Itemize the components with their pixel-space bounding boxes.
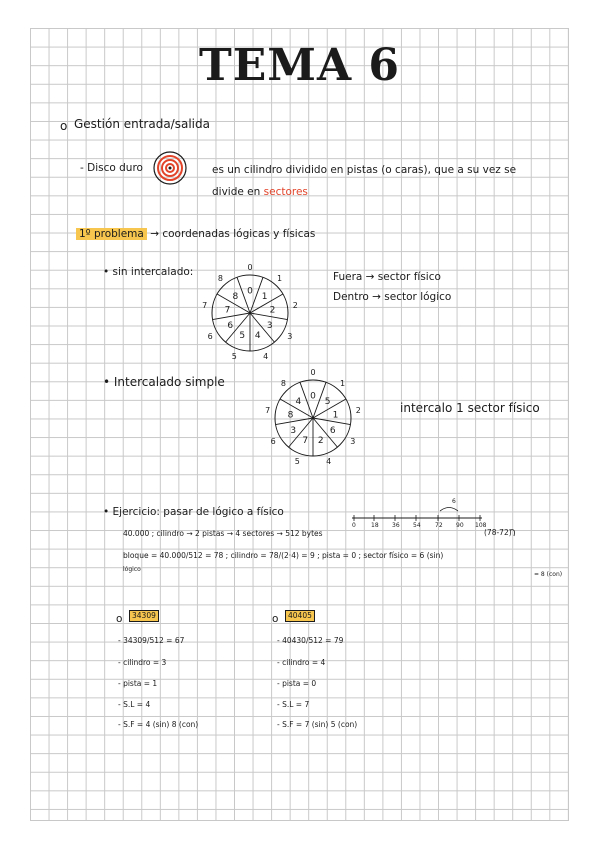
sin-intercalado-inner-number: 7: [224, 305, 231, 316]
intercalado-inner-number: 4: [295, 397, 302, 408]
ex1-line-2: - cilindro = 3: [118, 658, 167, 667]
ex1-line-4: - S.L = 4: [118, 700, 151, 709]
disco-line2-prefix: divide en: [212, 186, 261, 198]
sin-intercalado-outer-number: 7: [202, 301, 208, 311]
ex2-line-2: - cilindro = 4: [277, 658, 326, 667]
ex1-value: 34309: [129, 610, 159, 622]
disco-line1: es un cilindro dividido en pistas (o caras), que a su vez se: [212, 164, 517, 176]
ex1-line-5: - S.F = 4 (sin) 8 (con): [118, 720, 199, 729]
problema-rest: coordenadas lógicas y físicas: [162, 228, 316, 240]
note-dentro: Dentro → sector lógico: [333, 291, 452, 303]
sin-intercalado-divider: [213, 313, 250, 320]
sin-intercalado-outer-number: 5: [231, 352, 237, 362]
ejercicio-line3: = 8 (con): [534, 571, 563, 578]
sin-intercalado-outer-number: 2: [292, 301, 298, 311]
ejercicio-line2: bloque = 40.000/512 = 78 ; cilindro = 78/(2·4) = 9 ; pista = 0 ; sector físico = 6 (sin): [123, 551, 444, 560]
intercalado-inner-number: 8: [287, 410, 294, 421]
disk-icon: [152, 150, 188, 186]
intercalado-inner-number: 7: [302, 435, 309, 446]
axis-top-label: 6: [452, 498, 456, 505]
note-fuera: Fuera → sector físico: [333, 271, 441, 283]
ex2-line-1: - 40430/512 = 79: [277, 636, 344, 645]
ejercicio-label: • Ejercicio: pasar de lógico a físico: [103, 506, 284, 518]
ex2-line-5: - S.F = 7 (sin) 5 (con): [277, 720, 358, 729]
axis-note: (78-72): [484, 528, 512, 537]
axis-tick-18: 18: [371, 522, 379, 529]
intercalado-outer-number: 6: [270, 437, 276, 446]
axis-tick-54: 54: [413, 522, 421, 529]
intercalado-outer-number: 8: [280, 378, 286, 388]
sin-intercalado-label: • sin intercalado:: [103, 266, 194, 278]
sin-intercalado-inner-number: 1: [261, 292, 268, 303]
ex1-bullet: o: [116, 613, 123, 625]
sin-intercalado-inner-number: 4: [254, 330, 261, 341]
intercalado-outer-number: 4: [326, 457, 332, 467]
sin-intercalado-inner-number: 6: [227, 320, 234, 331]
intercalado-outer-number: 0: [310, 368, 316, 377]
sin-intercalado-outer-number: 1: [277, 273, 283, 283]
ejercicio-line2b: lógico: [123, 566, 141, 573]
ex2-line-3: - pista = 0: [277, 679, 317, 688]
ex1-line-1: - 34309/512 = 67: [118, 636, 185, 645]
axis-tick-108: 108: [475, 522, 487, 529]
sin-intercalado-outer-number: 0: [247, 263, 253, 272]
ex2-value: 40405: [285, 610, 315, 622]
ex1-line-3: - pista = 1: [118, 679, 158, 688]
intercalado-outer-number: 7: [265, 406, 271, 416]
intercalado-inner-number: 6: [329, 425, 336, 436]
axis-tick-90: 90: [456, 522, 464, 529]
problema-arrow: →: [150, 228, 160, 240]
sin-intercalado-inner-number: 0: [247, 286, 253, 297]
sin-intercalado-outer-number: 3: [287, 332, 293, 341]
disco-line2: [212, 187, 308, 198]
ex2-line-4: - S.L = 7: [277, 700, 310, 709]
section-heading: Gestión entrada/salida: [74, 117, 210, 131]
intercalado-inner-number: 0: [310, 391, 316, 402]
axis-tick-36: 36: [392, 522, 400, 529]
sin-intercalado-outer-number: 4: [263, 352, 269, 362]
intercalado-inner-number: 2: [317, 435, 324, 446]
problema-row: [76, 229, 315, 240]
intercalado-label: • Intercalado simple: [103, 375, 225, 389]
sin-intercalado-inner-number: 5: [239, 330, 246, 341]
sin-intercalado-inner-number: 8: [232, 292, 239, 303]
sin-intercalado-diagram: [202, 263, 298, 362]
intercalado-divider: [276, 418, 313, 425]
disco-line2-red: sectores: [263, 186, 308, 198]
intercalado-note: intercalo 1 sector físico: [400, 401, 540, 415]
intercalado-outer-number: 1: [340, 378, 346, 388]
sin-intercalado-outer-number: 6: [207, 332, 213, 341]
intercalado-outer-number: 2: [355, 406, 361, 416]
ex2-bullet: o: [272, 613, 279, 625]
sin-intercalado-outer-number: 8: [217, 273, 223, 283]
problema-label: 1º problema: [76, 228, 147, 240]
intercalado-outer-number: 3: [350, 437, 356, 446]
intercalado-inner-number: 3: [290, 425, 297, 436]
disco-label: - Disco duro: [80, 162, 143, 174]
intercalado-diagram: [265, 368, 361, 467]
sin-intercalado-inner-number: 2: [269, 305, 276, 316]
axis-tick-72: 72: [435, 522, 443, 529]
intercalado-inner-number: 1: [332, 410, 339, 421]
sin-intercalado-inner-number: 3: [266, 320, 273, 331]
intercalado-outer-number: 5: [294, 457, 300, 467]
ejercicio-line1: 40.000 ; cilindro → 2 pistas → 4 sectores → 512 bytes: [123, 529, 323, 538]
page-title: TEMA 6: [198, 40, 401, 91]
axis-tick-0: 0: [352, 522, 356, 529]
intercalado-inner-number: 5: [324, 397, 331, 408]
section-bullet: o: [60, 119, 68, 133]
